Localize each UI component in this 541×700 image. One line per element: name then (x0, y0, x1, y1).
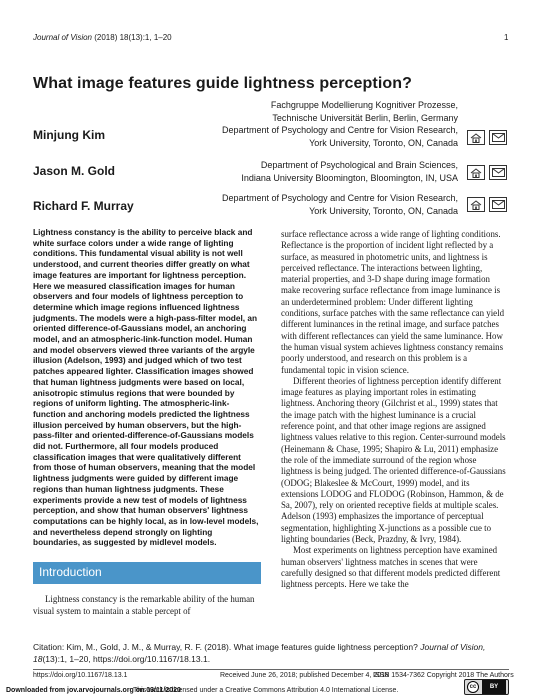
mail-icon[interactable] (489, 130, 507, 145)
body-paragraph: Most experiments on lightness perception have examined human observers' lightness matches in scenes that were carefully designed so that different models predicted different lightness percepts. Here we take the (281, 545, 501, 590)
cc-icon: cc (467, 681, 479, 693)
home-icon[interactable] (467, 165, 485, 180)
footer-doi[interactable]: https://doi.org/10.1167/18.13.1 (33, 672, 128, 679)
page-number: 1 (504, 33, 509, 42)
author-contact-icons (467, 130, 507, 145)
mail-icon[interactable] (489, 165, 507, 180)
author-affiliation (222, 192, 458, 217)
author-name: Minjung Kim (33, 128, 105, 142)
affiliation-line: York University, Toronto, ON, Canada (309, 205, 458, 216)
footer-issn: ISSN 1534-7362 Copyright 2018 The Authors (373, 672, 514, 679)
download-stamp: Downloaded from jov.arvojournals.org on 03/11/2020 (6, 687, 181, 694)
cc-by-label: BY (482, 680, 506, 694)
home-icon[interactable] (467, 130, 485, 145)
author-affiliation (222, 99, 458, 149)
right-column (281, 229, 509, 591)
affiliation-line: York University, Toronto, ON, Canada (309, 137, 458, 148)
mail-icon[interactable] (489, 197, 507, 212)
footer-dates: Received June 26, 2018; published December 4, 2018 (220, 672, 389, 679)
author-name: Jason M. Gold (33, 164, 116, 178)
license-text[interactable]: This work is licensed under a Creative Commons Attribution 4.0 International License. (133, 687, 399, 694)
affiliation-line: Department of Psychological and Brain Sciences, (260, 160, 458, 170)
affiliation-line: Fachgruppe Modellierung Kognitiver Prozesse, (270, 100, 458, 110)
journal-reference (33, 33, 172, 42)
cc-license-badge[interactable] (464, 679, 509, 695)
citation-volume: 18 (33, 653, 43, 664)
author-contact-icons (467, 197, 507, 212)
home-icon[interactable] (467, 197, 485, 212)
author-affiliation (241, 159, 458, 184)
affiliation-line: Department of Psychology and Centre for Vision Research, (222, 193, 458, 203)
abstract-text: Lightness constancy is the ability to perceive black and white surface colors under a wide range of lighting conditions. This fundamental visual ability is not well understood, and current theories differ greatly on what image features are important for lightness perception. Here we measured classification images for human observers and four models of lightness perception to determine which image regions influenced lightness judgments. The models were a high-pass-filter model, an oriented difference-of-Gaussians model, an anchoring model, and an atmospheric-link-function model. Human and model observers viewed three variants of the argyle illusion (Adelson, 1993) and judged which of two test patches appeared lighter. Classification images showed that human lightness judgments were based on local, anisotropic stimulus regions that were bounded by regions of uniform lighting. The atmospheric-link-function and anchoring models predicted the lightness illusion perceived by human observers, but the high-pass-filter and oriented-difference-of-Gaussians models did not. Furthermore, all four models produced classification images that were qualitatively different from those of human observers, meaning that the model lightness judgments were guided by different image regions than human lightness judgments. These experiments provide a new test of models of lightness perception, and show that human observers' lightness computations can be highly local, as in low-level models, and nevertheless depend strongly on lighting boundaries, as suggested by midlevel models. (33, 227, 259, 548)
intro-paragraph (33, 594, 261, 617)
body-paragraph: surface reflectance across a wide range of lighting conditions. Reflectance is the proportion of incident light reflected by a surface, as measured in photometric units, and lightness is perceived reflectance. The interactions between lighting, material properties, and 3-D shape during image formation make recovering surface reflectance from image luminance is an underdetermined problem: Under different lighting conditions, surface patches with the same reflectance can yield different luminances in the retinal image, and surface patches with different reflectances can yield the same luminance. How the human visual system achieves lightness constancy remains poorly understood, and research on this problem is a fundamental topic in vision science. (281, 229, 505, 375)
abstract (33, 227, 261, 548)
affiliation-line: Indiana University Bloomington, Bloomington, IN, USA (241, 172, 458, 183)
affiliation-line: Department of Psychology and Centre for Vision Research, (222, 125, 458, 136)
author-contact-icons (467, 165, 507, 180)
journal-name: Journal of Vision (33, 33, 92, 42)
author-name: Richard F. Murray (33, 199, 134, 213)
affiliation-line: Technische Universität Berlin, Berlin, Germany (272, 112, 458, 123)
body-paragraph: Different theories of lightness perception identify different image features as playing important roles in estimating lightness. Anchoring theory (Gilchrist et al., 1999) states that the image patch with the highest luminance is a crucial reference point, and that other image regions are assigned lightness values relative to this region. Center-surround models (Heinemann & Chase, 1995; Shapiro & Lu, 2011) emphasize the role of the immediate surround of the region whose lightness is being judged. The oriented difference-of-Gaussians (ODOG; Blakeslee & McCourt, 1999) model, and its extensions LODOG and FLODOG (Robinson, Hammon, & de Sa, 2007), rely on oriented receptive fields at multiple scales. Adelson (1993) emphasizes the importance of perceptual segmentation, highlighting X-junctions as a possible cue to lighting boundaries (Beck, Prazdny, & Ivry, 1984). (281, 375, 506, 545)
section-heading-bar (33, 562, 261, 584)
citation-journal: Journal of Vision, (420, 642, 486, 652)
footer-divider (33, 669, 509, 670)
body-paragraph: Lightness constancy is the remarkable ability of the human visual system to maintain a stable percept of (33, 594, 255, 616)
citation-prefix: Citation: Kim, M., Gold, J. M., & Murray, R. F. (2018). What image features guide lightness perception? (33, 642, 418, 652)
article-title: What image features guide lightness perception? (33, 75, 412, 92)
journal-issue: (2018) 18(13):1, 1–20 (94, 33, 172, 42)
citation (33, 642, 509, 665)
section-heading: Introduction (39, 565, 102, 579)
citation-rest: (13):1, 1–20, https://doi.org/10.1167/18.13.1. (42, 653, 211, 664)
